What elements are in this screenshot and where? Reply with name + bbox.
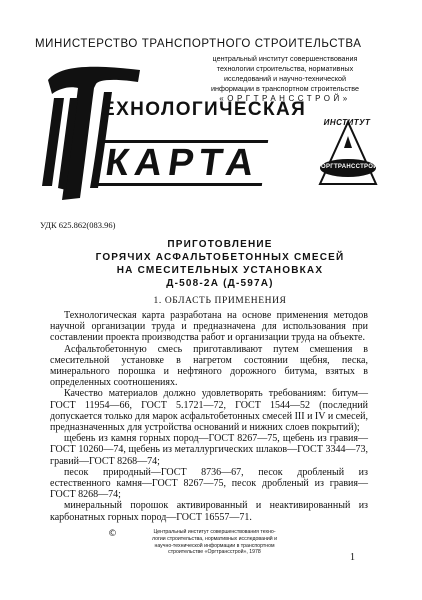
paragraph: Качество материалов должно удовлетворять требованиям: битум—ГОСТ 11954—66, ГОСТ 5.1721—72, ГОСТ 1544—52 (последний допускается только для марок асфальтобетонных смесей III и IV и смесей, предназначенных для устройства оснований и нижних слоев покрытий); (50, 388, 368, 434)
udk-code: УДК 625.862(083.96) (40, 220, 116, 230)
copyright-icon: © (108, 529, 117, 539)
paragraph: песок природный—ГОСТ 8736—67, песок дробленый из естественного камня—ГОСТ 8267—75, песок дробленый из гравия—ГОСТ 8268—74; (50, 466, 368, 501)
ministry-header: МИНИСТЕРСТВО ТРАНСПОРТНОГО СТРОИТЕЛЬСТВА (35, 38, 362, 50)
heading-line: НА СМЕСИТЕЛЬНЫХ УСТАНОВКАХ (116, 265, 324, 276)
paragraph: минеральный порошок активированный и неактивированный из карбонатных горных пород—ГОСТ 16557—71. (50, 500, 368, 523)
document-heading (40, 238, 400, 290)
paragraph: Технологическая карта разработана на основе применения методов научной организации труда и предназначена для использования при составлении проекта производства работ и организации труда на объекте. (50, 310, 368, 344)
institute-line: «ОРГТРАНССТРОЙ» (219, 94, 351, 103)
institute-name (160, 54, 410, 104)
copyright-note (122, 529, 307, 556)
institute-line: технологии строительства, нормативных (216, 64, 354, 73)
page-number: 1 (350, 552, 355, 563)
copyright-line: Центральный институт совершенствования техно- (153, 529, 276, 535)
logo-text-top: ИНСТИТУТ (323, 118, 371, 127)
paragraph: щебень из камня горных пород—ГОСТ 8267—75, щебень из гравия—ГОСТ 10260—74, щебень из металлургических шлаков—ГОСТ 3344—73, гравий—ГОСТ 8268—74; (50, 433, 368, 467)
heading-line: ПРИГОТОВЛЕНИЕ (167, 239, 273, 250)
paragraph: Асфальтобетонную смесь приготавливают путем смешения в смесительной установке в нагретом состоянии щебня, песка, минерального порошка и нефтяного дорожного битума, взятых в определенных соотношениях. (50, 343, 368, 389)
title-line-2: КАРТА (97, 140, 268, 186)
copyright-line: научно-технической информации в транспортном (154, 542, 275, 549)
copyright-line: логии строительства, нормативных исследований и (152, 535, 277, 542)
section-title: 1. ОБЛАСТЬ ПРИМЕНЕНИЯ (153, 296, 287, 306)
body-text (50, 310, 368, 523)
heading-line: ГОРЯЧИХ АСФАЛЬТОБЕТОННЫХ СМЕСЕЙ (95, 252, 345, 263)
institute-line: информации в транспортном строительстве (211, 84, 359, 93)
institute-line: исследований и научно-технической (224, 74, 346, 83)
institute-line: центральный институт совершенствования (212, 54, 358, 63)
logo-text-bottom: ОРГТРАНССТРОЙ (321, 164, 378, 170)
title-line-1: ЕХНОЛОГИЧЕСКАЯ (102, 99, 307, 120)
institute-logo-icon (318, 118, 378, 188)
copyright-line: строительстве «Оргтрансстрой», 1978 (168, 549, 261, 556)
heading-line: Д-508-2А (Д-597А) (166, 278, 274, 289)
